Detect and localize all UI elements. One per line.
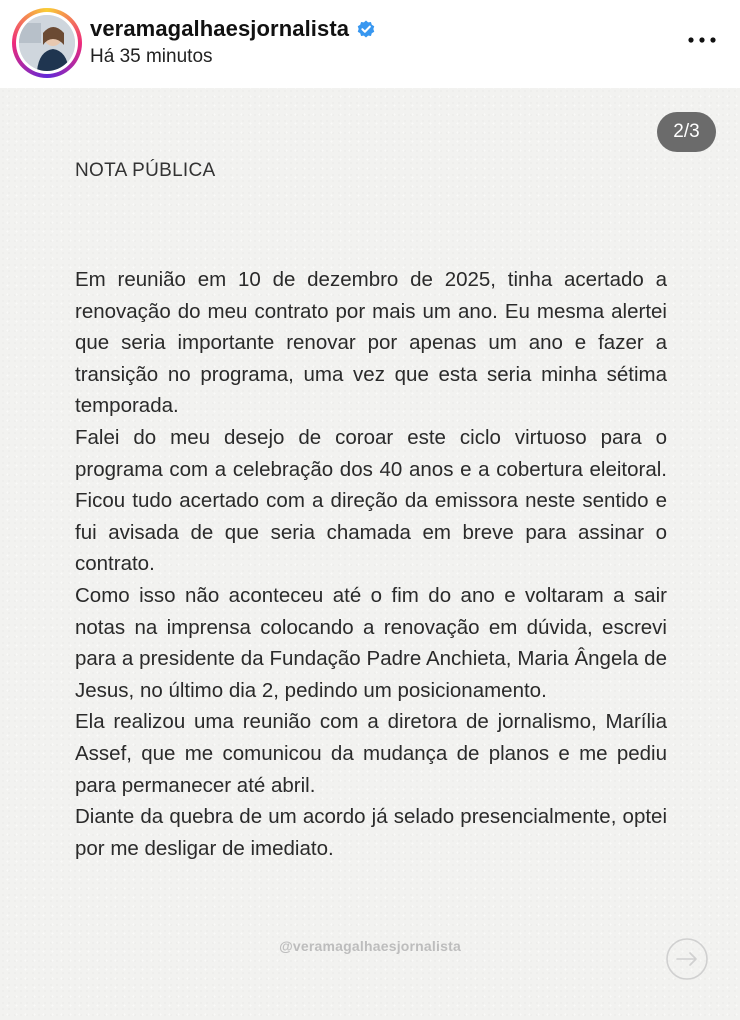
person-silhouette-icon bbox=[19, 15, 75, 71]
username-row bbox=[90, 14, 377, 44]
avatar-photo bbox=[19, 15, 75, 71]
post-header bbox=[0, 0, 740, 88]
next-arrow-icon[interactable] bbox=[665, 937, 709, 981]
more-options-icon[interactable] bbox=[686, 30, 718, 50]
note-paragraph: Ela realizou uma reunião com a diretora de jornalismo, Marília Assef, que me comunicou da mudança de planos e me pediu para permanecer até abril. bbox=[75, 710, 667, 797]
note-paragraph: Diante da quebra de um acordo já selado presencialmente, optei por me desligar de imediato. bbox=[75, 805, 667, 860]
note-paragraph: Como isso não aconteceu até o fim do ano e voltaram a sair notas na imprensa colocando a renovação em dúvida, escrevi para a presidente da Fundação Padre Anchieta, Maria Ângela de Jesus, no último dia 2, pedindo um posicionamento. bbox=[75, 583, 667, 702]
verified-badge-icon bbox=[355, 18, 377, 40]
carousel-counter: 2/3 bbox=[657, 112, 716, 152]
note-paragraph: Em reunião em 10 de dezembro de 2025, tinha acertado a renovação do meu contrato por mais um ano. Eu mesma alertei que seria importante renovar por apenas um ano e fazer a transição no programa, uma vez que esta seria minha sétima temporada. bbox=[75, 268, 667, 418]
post-timestamp: Há 35 minutos bbox=[90, 46, 213, 67]
avatar[interactable] bbox=[12, 8, 82, 78]
post-image[interactable] bbox=[0, 88, 740, 1020]
note-body bbox=[75, 264, 667, 864]
watermark-handle: @veramagalhaesjornalista bbox=[279, 938, 461, 954]
note-paragraph: Falei do meu desejo de coroar este ciclo virtuoso para o programa com a celebração dos 40 anos e a cobertura eleitoral. Ficou tudo acertado com a direção da emissora neste sentido e fui avisada de que seria chamada em breve para assinar o contrato. bbox=[75, 425, 667, 576]
username[interactable]: veramagalhaesjornalista bbox=[90, 16, 350, 41]
note-title: NOTA PÚBLICA bbox=[75, 160, 216, 181]
